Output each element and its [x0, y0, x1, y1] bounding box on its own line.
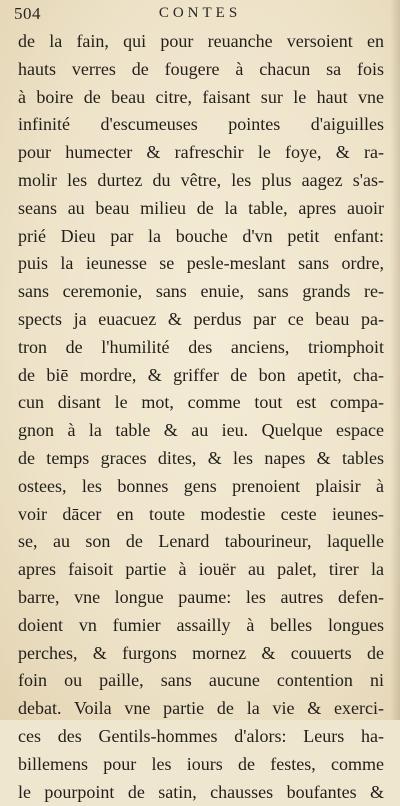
text-line: ces des Gentils-hommes d'alors: Leurs ha-	[18, 725, 384, 746]
text-line: de biē mordre, & griffer de bon apetit, cha-	[18, 364, 384, 385]
text-line: seans au beau milieu de la table, apres auoir	[18, 197, 384, 218]
text-line: prié Dieu par la bouche d'vn petit enfant:	[18, 225, 384, 246]
text-line: debat. Voila vne partie de la vie & exerci-	[18, 698, 384, 719]
text-line: voir dācer en toute modestie ceste ieunes-	[18, 503, 384, 524]
page-header	[14, 4, 386, 26]
running-head: CONTES	[158, 5, 242, 21]
text-line: de la fain, qui pour reuanche versoient en	[18, 31, 384, 51]
text-line: pour humecter & rafreschir le foye, & ra-	[18, 142, 384, 163]
text-line: cun disant le mot, comme tout est compa-	[18, 392, 384, 413]
text-line: apres faisoit partie à iouër au palet, tirer la	[18, 559, 384, 580]
text-line: à boire de beau citre, faisant sur le haut vne	[18, 86, 384, 107]
text-line: billemens pour les iours de festes, comme	[18, 753, 384, 774]
text-line: infinité d'escumeuses pointes d'aiguilles	[18, 114, 384, 135]
text-line: spects ja euacuez & perdus par ce beau pa-	[18, 308, 384, 329]
text-line: barre, vne longue paume: les autres defen-	[18, 586, 384, 607]
text-line: foin ou paille, sans aucune contention ni	[18, 670, 384, 691]
text-line: le pourpoint de satin, chausses boufantes &	[18, 781, 384, 802]
text-line: puis la ieunesse se pesle-meslant sans ordre,	[18, 253, 384, 274]
text-line: doient vn fumier assailly à belles longues	[18, 614, 384, 635]
text-line: gnon à la table & au ieu. Quelque espace	[18, 420, 384, 441]
text-line: tron de l'humilité des anciens, triomphoit	[18, 336, 384, 357]
text-line: molir les durtez du vêtre, les plus aagez s'as-	[18, 169, 384, 190]
page-number: 504	[14, 4, 41, 23]
text-line: sans ceremonie, sans enuie, sans grands re-	[18, 281, 384, 302]
text-line: perches, & furgons mornez & couuerts de	[18, 642, 384, 663]
text-line: hauts verres de fougere à chacun sa fois	[18, 58, 384, 79]
page-edge-shadow	[390, 0, 400, 720]
text-line: ostees, les bonnes gens prenoient plaisir à	[18, 475, 384, 496]
text-line: se, au son de Lenard tabourineur, laquelle	[18, 531, 384, 552]
body-text	[18, 28, 384, 806]
text-line: de temps graces dites, & les napes & tables	[18, 447, 384, 468]
